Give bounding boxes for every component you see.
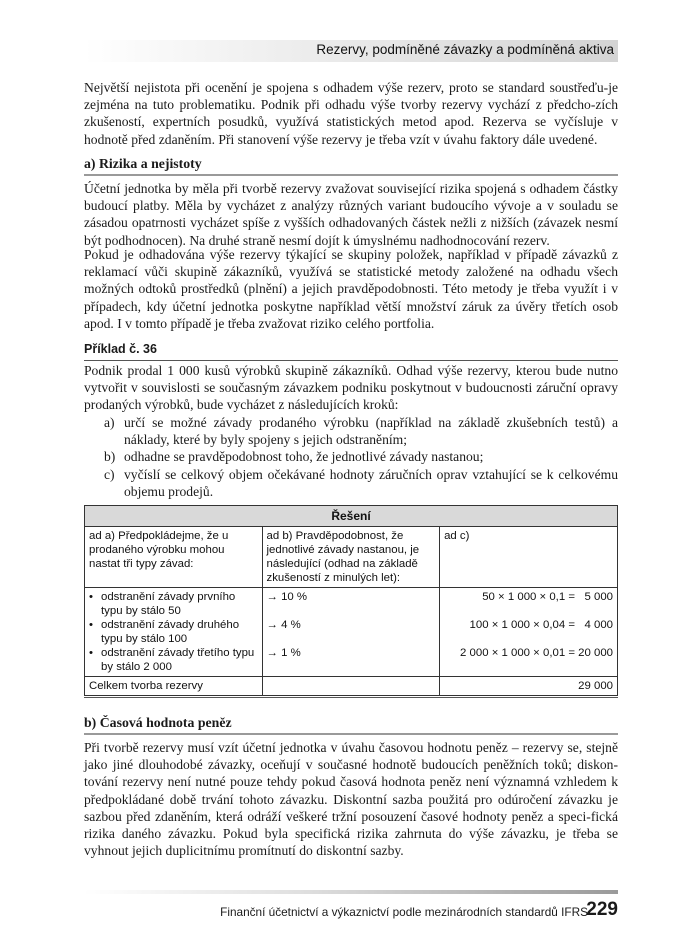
section-a-heading: a) Rizika a nejistoty (84, 156, 202, 171)
section-b-heading: b) Časová hodnota peněz (84, 715, 232, 730)
calculation-value: 100 × 1 000 × 0,04 = 4 000 (469, 619, 613, 631)
example-step (104, 448, 618, 465)
section-b-paragraph: Při tvorbě rezervy musí vzít účetní jednotka v úvahu časovou hodnotu peněz – rezervy se, stejně jako jiné dlouhodobé závazky, oceňují v současné hodnotě budoucích peněžních toků; diskon-tování rezervy není nutné pouze tehdy pokud časová hodnota peněz není významná vzhledem k předpokládané době trvání tohoto závazku. Diskontní sazba použitá pro odúročení závazku je sazbou před zdaněním, která odráží veškeré tržní posouzení časové hodnoty peněz a speci-fická rizika daného závazku. Pokud byla specifická rizika zahrnuta do výše závazku, je třeba se vyhnout jejich duplicitnímu promítnutí do diskontní sazby. (84, 740, 618, 859)
solution-header-row (85, 527, 618, 588)
example-rule (84, 360, 618, 361)
section-a-paragraph-2: Pokud je odhadována výše rezervy týkající se skupiny položek, například v případě závazků z reklamací vůči skupině zákazníků, využívá se statistické metody založené na odhadu všech možných odtoků prostředků (plnění) a jejich pravděpodobnosti. Této metody je třeba využít i v případech, kdy účetní jednotka poskytne například větší množství záruk za úvěry třetích osob apod. I v tomto případě je třeba zvažovat riziko celého portfolia. (84, 247, 618, 331)
probabilities-cell (262, 588, 440, 677)
step-label: a) (104, 415, 115, 430)
header-col-c: ad c) (440, 527, 618, 588)
bullet: • (89, 647, 93, 659)
header-col-a: ad a) Předpokládejme, že u prodaného výrobku mohou nastat tři typy závad: (85, 527, 263, 588)
calculation-value: 50 × 1 000 × 0,1 = 5 000 (482, 591, 613, 603)
calculations-cell (440, 588, 618, 677)
solution-table (84, 505, 618, 696)
step-text: určí se možné závady prodaného výrobku (například na základě zkušebních testů) a náklady, které by byly spojeny s jejich odstraněním; (124, 415, 618, 448)
total-value: 29 000 (440, 677, 618, 696)
section-a-rule (84, 174, 618, 176)
step-text: vyčíslí se celkový objem očekávané hodnoty záručních oprav vztahující se k celkovému objemu prodejů. (124, 466, 618, 499)
header-col-b: ad b) Pravděpodobnost, že jednotlivé závady nastanou, je následující (odhad na základě zkušeností z minulých let): (262, 527, 440, 588)
solution-title: Řešení (85, 506, 618, 527)
example-intro: Podnik prodal 1 000 kusů výrobků skupině zákazníků. Odhad výše rezervy, kterou bude nutno vytvořit v souvislosti se současným závazkem podniku poskytnout v budoucnosti záruční opravy prodaných výrobků, bude vycházet z následujících kroků: (84, 363, 618, 413)
intro-paragraph: Největší nejistota při ocenění je spojena s odhadem výše rezerv, proto se standard soustřeďu-je zejména na tuto problematiku. Podnik při odhadu výše tvorby rezervy vychází z předcho-zích zkušeností, expertních posudků, využívá statistických metod apod. Rezerva se vyčísluje v hodnotě před zdaněním. Při stanovení výše rezervy je třeba vzít v úvahu faktory dále uvedené. (84, 80, 618, 147)
probability-value: → 10 % (266, 591, 308, 603)
bullet: • (89, 619, 93, 631)
total-empty (262, 677, 440, 696)
defect-item: • odstranění závady druhého typu by stálo 100 (89, 619, 240, 645)
example-step (104, 414, 618, 448)
example-end-rule (84, 697, 618, 698)
step-text: odhadne se pravděpodobnost toho, že jednotlivé závady nastanou; (124, 449, 484, 465)
page-number: 229 (586, 899, 618, 920)
section-b-rule (84, 733, 618, 735)
example-steps (104, 414, 618, 500)
defect-item: • odstranění závady třetího typu by stálo 2 000 (89, 647, 255, 673)
example-title: Příklad č. 36 (84, 342, 157, 356)
defects-cell (85, 588, 263, 677)
defect-item: • odstranění závady prvního typu by stálo 50 (89, 591, 236, 617)
footer-rule (84, 890, 618, 894)
step-label: c) (104, 466, 115, 482)
section-a-paragraph-1: Účetní jednotka by měla při tvorbě rezervy zvažovat související rizika spojená s odhadem částky budoucí platby. Měla by vycházet z analýzy různých variant budoucího vývoje a v souladu se zásadou opatrnosti vycházet spíše z vyšších odhadovaných částek nežli z nižších (závazek nesmí být podhodnocen). Na druhé straně nesmí dojít k úmyslnému nadhodnocování rezerv. (84, 181, 618, 248)
footer-book-title: Finanční účetnictví a výkaznictví podle mezinárodních standardů IFRS (220, 905, 588, 919)
calculation-value: 2 000 × 1 000 × 0,01 = 20 000 (460, 647, 613, 659)
probability-value: → 4 % (266, 619, 301, 631)
probability-value: → 1 % (266, 647, 301, 659)
running-header-title: Rezervy, podmíněné závazky a podmíněná aktiva (316, 42, 614, 57)
bullet: • (89, 591, 93, 603)
solution-body-row (85, 588, 618, 677)
step-label: b) (104, 449, 116, 465)
total-label: Celkem tvorba rezervy (85, 677, 263, 696)
example-step (104, 466, 618, 500)
solution-total-row (85, 677, 618, 696)
